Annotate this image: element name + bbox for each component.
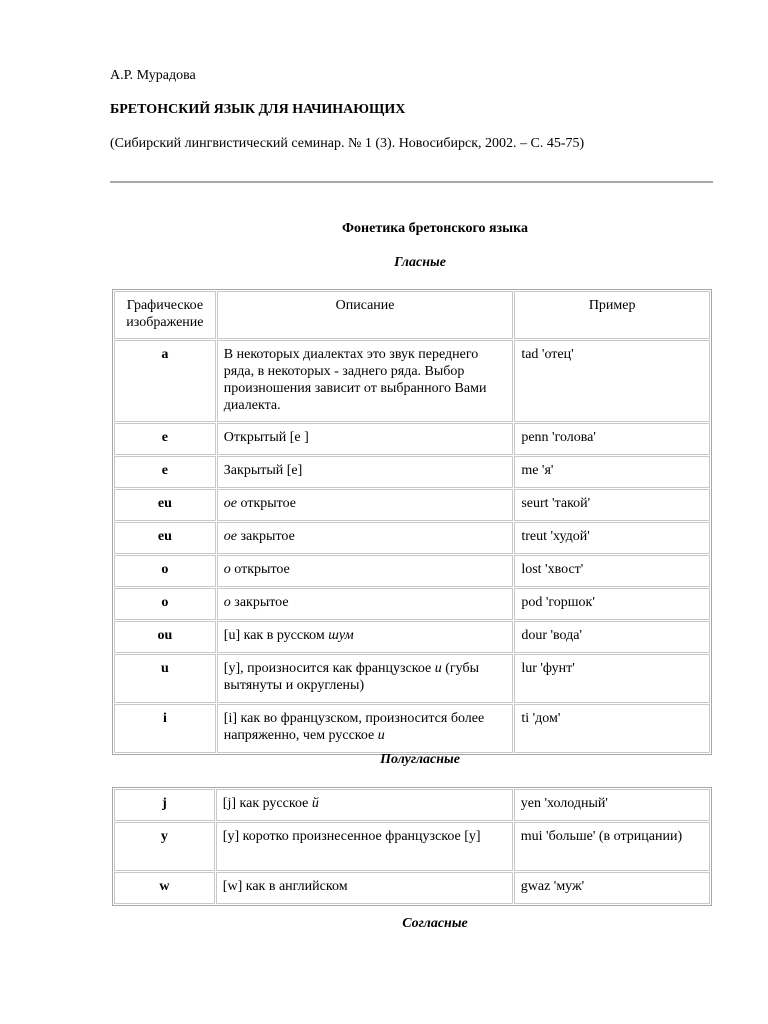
section-title: Фонетика бретонского языка [342,221,528,236]
grapheme-cell: j [114,789,215,821]
grapheme-cell: a [114,340,216,422]
description-italic: шум [328,628,354,643]
source-citation: (Сибирский лингвистический семинар. № 1 (3). Новосибирск, 2002. – С. 45-75) [110,136,585,151]
table-row [114,654,710,703]
consonants-heading: Согласные [402,916,468,931]
description-cell [216,872,513,904]
description-italic: oe [223,496,238,511]
semivowels-heading: Полугласные [380,752,460,767]
table-row [114,423,710,455]
header-example: Пример [514,291,710,339]
example-cell: lur 'фунт' [514,654,710,703]
description-cell [217,522,514,554]
description-text: Открытый [e ] [223,430,309,445]
table-row [114,621,710,653]
grapheme-cell: e [114,456,216,488]
description-text: закрытое [237,529,295,544]
description-text: открытое [230,562,290,577]
description-text: [y], произносится как французское [223,661,435,676]
horizontal-divider [110,181,713,183]
description-italic: oe [223,529,238,544]
description-cell [217,555,514,587]
description-cell [217,588,514,620]
grapheme-cell: e [114,423,216,455]
semivowels-table [112,787,712,906]
grapheme-cell: o [114,588,216,620]
description-cell [217,456,514,488]
description-italic: и [377,728,385,743]
description-cell [216,822,513,871]
table-row [114,456,710,488]
grapheme-cell: u [114,654,216,703]
description-cell [217,621,514,653]
description-text: [y] коротко произнесенное французское [y] [222,829,481,844]
header-grapheme: Графическое изображение [114,291,216,339]
table-row [114,340,710,422]
example-cell: mui 'больше' (в отрицании) [514,822,710,871]
example-cell: tad 'отец' [514,340,710,422]
grapheme-cell: eu [114,522,216,554]
description-text: (губы вытянуты и округлены) [223,661,479,693]
grapheme-cell: ou [114,621,216,653]
description-text: [w] как в английском [222,879,348,894]
description-text: В некоторых диалектах это звук переднего ряда, в некоторых - заднего ряда. Выбор произношения зависит от выбранного Вами диалекта. [223,347,487,413]
description-italic: o [223,595,231,610]
description-cell [216,789,513,821]
grapheme-cell: o [114,555,216,587]
document-title: БРЕТОНСКИЙ ЯЗЫК ДЛЯ НАЧИНАЮЩИХ [110,102,406,117]
table-row [114,789,710,821]
table-row [114,704,710,753]
description-cell [217,654,514,703]
description-text: [j] как русское [222,796,312,811]
description-text: Закрытый [e] [223,463,303,478]
author-name: А.Р. Мурадова [110,68,196,83]
example-cell: dour 'вода' [514,621,710,653]
description-cell [217,340,514,422]
example-cell: pod 'горшок' [514,588,710,620]
description-text: [i] как во французском, произносится более напряженно, чем русское [223,711,485,743]
description-italic: й [311,796,319,811]
description-cell [217,489,514,521]
table-row [114,555,710,587]
description-text: открытое [237,496,296,511]
example-cell: gwaz 'муж' [514,872,710,904]
description-cell [217,423,514,455]
example-cell: penn 'голова' [514,423,710,455]
grapheme-cell: eu [114,489,216,521]
table-row [114,588,710,620]
header-description: Описание [217,291,514,339]
example-cell: ti 'дом' [514,704,710,753]
table-header-row [114,291,710,339]
grapheme-cell: w [114,872,215,904]
grapheme-cell: i [114,704,216,753]
vowels-table [112,289,712,755]
example-cell: lost 'хвост' [514,555,710,587]
description-italic: u [434,661,442,676]
example-cell: me 'я' [514,456,710,488]
example-cell: yen 'холодный' [514,789,710,821]
table-row [114,522,710,554]
table-row [114,822,710,871]
example-cell: seurt 'такой' [514,489,710,521]
table-row [114,489,710,521]
example-cell: treut 'худой' [514,522,710,554]
grapheme-cell: y [114,822,215,871]
description-text: [u] как в русском [223,628,329,643]
description-cell [217,704,514,753]
description-text: закрытое [230,595,289,610]
vowels-heading: Гласные [394,255,446,270]
description-italic: o [223,562,231,577]
table-row [114,872,710,904]
